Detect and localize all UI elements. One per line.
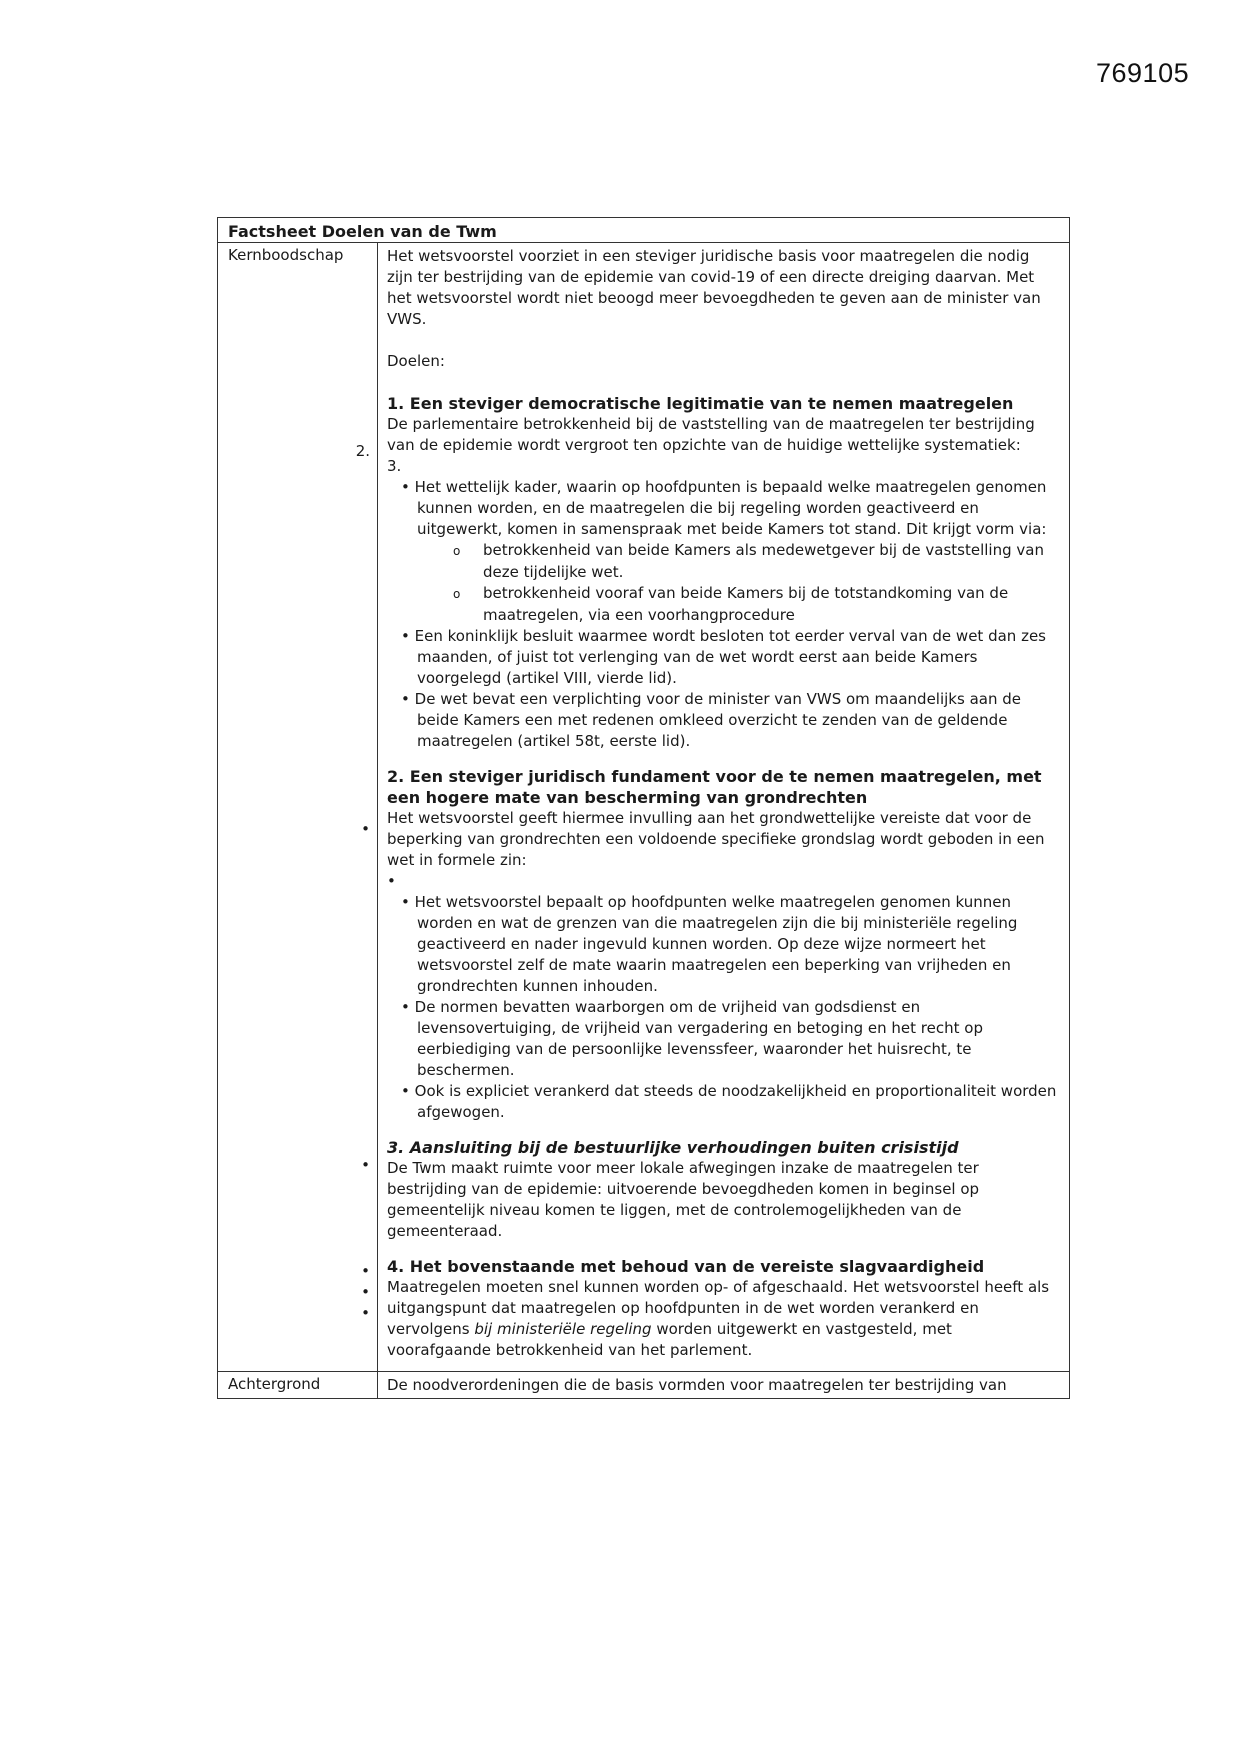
goal-2-text: Het wetsvoorstel geeft hiermee invulling aan het grondwettelijke vereiste dat voor de beperking van grondrechten een voldoende specifieke grondslag wordt geboden in een wet in formele zin: [387,809,1045,869]
content-cell [378,1372,1069,1398]
bullet-icon: • [401,690,410,708]
left-bullet-icon: • [361,1304,370,1322]
intro-paragraph: Het wetsvoorstel voorziet in een steviger juridische basis voor maatregelen die nodig zijn ter bestrijding van de epidemie van covid-19 of een directe dreiging daarvan. Met het wetsvoorstel wordt niet beoogd meer bevoegdheden te geven aan de minister van VWS. [387,247,1041,328]
sub-bullet-icon: o [453,587,461,601]
list-item: • De wet bevat een verplichting voor de minister van VWS om maandelijks aan de beide Kamers een met redenen omkleed overzicht te zenden van de geldende maatregelen (artikel 58t, eerste lid). [401,690,1021,750]
list-item: • Een koninklijk besluit waarmee wordt besloten tot eerder verval van de wet dan zes maanden, of juist tot verlenging van de wet wordt eerst aan beide Kamers voorgelegd (artikel VIII, vierde lid). [401,627,1046,687]
left-marker: 2. [355,442,370,460]
list-item: • Het wetsvoorstel bepaalt op hoofdpunten welke maatregelen genomen kunnen worden en wat de grenzen van die maatregelen zijn die bij ministeriële regeling geactiveerd en nader ingevuld kunnen worden. Op deze wijze normeert het wetsvoorstel zelf de mate waarin maatregelen een beperking van vrijheden en grondrechten kunnen inhouden. [401,893,1018,995]
list-item: • De normen bevatten waarborgen om de vrijheid van godsdienst en levensovertuiging, de vrijheid van vergadering en betoging en het recht op eerbiediging van de persoonlijke levenssfeer, waaronder het huisrecht, te beschermen. [401,998,983,1079]
bullet-icon: • [401,627,410,645]
stray-bullet-icon: • [387,872,396,890]
table-row-achtergrond [218,1372,1069,1398]
row-label-kernboodschap: Kernboodschap [228,246,344,264]
bullet-icon: • [401,478,410,496]
label-cell [218,243,378,1371]
sub-bullet-icon: o [453,544,461,558]
goal-2-heading: 2. Een steviger juridisch fundament voor de te nemen maatregelen, met een hogere mate van bescherming van grondrechten [387,767,1042,807]
label-cell [218,1372,378,1398]
goal-1-heading: 1. Een steviger democratische legitimatie van te nemen maatregelen [387,394,1014,413]
goal-3-text: De Twm maakt ruimte voor meer lokale afwegingen inzake de maatregelen ter bestrijding van de epidemie: uitvoerende bevoegdheden komen in beginsel op gemeentelijk niveau komen te liggen, met de controlemogelijkheden van de gemeenteraad. [387,1159,980,1240]
sub-list-item: o betrokkenheid vooraf van beide Kamers bij de totstandkoming van de maatregelen, via een voorhangprocedure [453,584,1009,624]
content-cell [378,243,1069,1371]
bullet-icon: • [401,998,410,1016]
bullet-icon: • [401,893,410,911]
list-item: • Ook is expliciet verankerd dat steeds de noodzakelijkheid en proportionaliteit worden afgewogen. [401,1082,1057,1121]
background-text: De noodverordeningen die de basis vormden voor maatregelen ter bestrijding van [387,1376,1007,1394]
left-bullet-icon: • [361,820,370,838]
goals-label: Doelen: [387,352,445,370]
row-label-achtergrond: Achtergrond [228,1375,321,1393]
goal-4-heading: 4. Het bovenstaande met behoud van de vereiste slagvaardigheid [387,1257,985,1276]
stray-number: 3. [387,457,402,475]
goal-3-heading: 3. Aansluiting bij de bestuurlijke verhoudingen buiten crisistijd [387,1138,959,1157]
left-bullet-icon: • [361,1283,370,1301]
document-number: 769105 [1096,58,1190,88]
list-item: • Het wettelijk kader, waarin op hoofdpunten is bepaald welke maatregelen genomen kunnen worden, en de maatregelen die bij regeling worden geactiveerd en uitgewerkt, komen in samenspraak met beide Kamers tot stand. Dit krijgt vorm via: [401,478,1047,538]
table-title: Factsheet Doelen van de Twm [218,218,1069,243]
goal-1-text: De parlementaire betrokkenheid bij de vaststelling van de maatregelen ter bestrijding van de epidemie wordt vergroot ten opzichte van de huidige wettelijke systematiek: [387,415,1035,454]
bullet-icon: • [401,1082,410,1100]
left-bullet-icon: • [361,1262,370,1280]
sub-list-item: o betrokkenheid van beide Kamers als medewetgever bij de vaststelling van deze tijdelijke wet. [453,541,1044,581]
table-row-kernboodschap [218,243,1069,1372]
emphasis-text: bij ministeriële regeling [474,1320,652,1338]
goal-4-text: Maatregelen moeten snel kunnen worden op- of afgeschaald. Het wetsvoorstel heeft als uitgangspunt dat maatregelen op hoofdpunten in de wet worden verankerd en vervolgens bij ministeriële regeling worden uitgewerkt en vastgesteld, met voorafgaande betrokkenheid van het parlement. [387,1278,1050,1359]
left-bullet-icon: • [361,1156,370,1174]
factsheet-table [217,217,1070,1399]
